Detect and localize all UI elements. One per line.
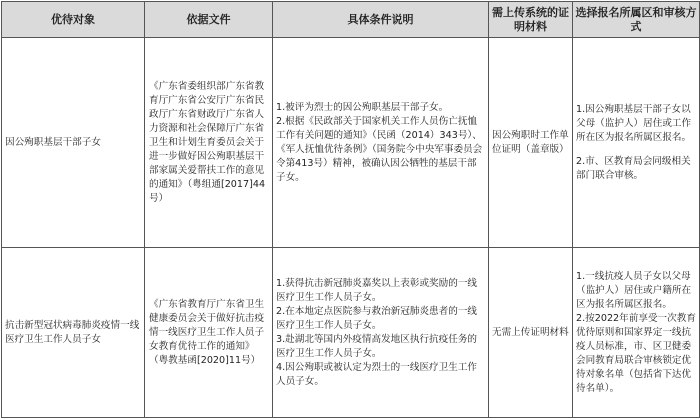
- cell-materials: 因公殉职时工作单位证明（盖章版）: [489, 38, 573, 248]
- cell-conditions: [273, 38, 489, 248]
- cell-basis: 《广东省委组织部广东省教育厅广东省公安厅广东省民政厅广东省财政厅广东省人力资源和社会保障厅广东省卫生和计划生育委员会关于进一步做好因公殉职基层干部家属关爱帮扶工作的意见的通知》（粤组通[2017]44号）: [145, 38, 273, 248]
- cell-target: 抗击新型冠状病毒肺炎疫情一线医疗卫生工作人员子女: [2, 248, 145, 418]
- cell-review: [573, 38, 700, 248]
- condition-item: 4.因公殉职或被认定为烈士的一线医疗卫生工作人员子女。: [276, 361, 478, 387]
- condition-item: 1.获得抗击新冠肺炎嘉奖以上表彰或奖励的一线医疗卫生工作人员子女。: [276, 277, 478, 303]
- header-target: 优待对象: [2, 2, 145, 38]
- review-item: 2.市、区教育局会同级相关部门联合审核。: [576, 155, 691, 181]
- table-row: [2, 248, 700, 418]
- cell-materials: 无需上传证明材料: [489, 248, 573, 418]
- table-header: [2, 2, 700, 38]
- cell-conditions: [273, 248, 489, 418]
- review-item: 1.一线抗疫人员子女以父母（监护人）居住或户籍所在区为报名所属区报名。: [576, 270, 692, 310]
- header-conditions: 具体条件说明: [273, 2, 489, 38]
- cell-target: 因公殉职基层干部子女: [2, 38, 145, 248]
- header-basis: 依据文件: [145, 2, 273, 38]
- condition-item: 3.赴湖北等国内外疫情高发地区执行抗疫任务的医疗卫生工作人员子女。: [276, 333, 478, 359]
- spacer: [576, 145, 696, 155]
- condition-item: 2.根据《民政部关于国家机关工作人员伤亡抚恤工作有关问题的通知》（民函（2014）343号）、《军人抚恤优待条例》（国务院今中央军事委员会令第413号）精神，被确认因公牺牲的基层干部子女。: [276, 115, 483, 183]
- condition-item: 2.在本地定点医院参与救治新冠肺炎患者的一线医疗卫生工作人员子女。: [276, 305, 478, 331]
- table-row: [2, 38, 700, 248]
- cell-basis: 《广东省教育厅广东省卫生健康委员会关于做好抗击疫情一线医疗卫生工作人员子女教育优待工作的通知》（粤教基函[2020]11号）: [145, 248, 273, 418]
- condition-item: 1.被评为烈士的因公殉职基层干部子女。: [276, 101, 449, 113]
- header-materials: 需上传系统的证明材料: [489, 2, 573, 38]
- review-item: 1.因公殉职基层干部子女以父母（监护人）居住或工作所在区为报名所属区报名。: [576, 103, 692, 143]
- header-review: 选择报名所属区和审核方式: [573, 2, 700, 38]
- review-item: 2.按2022年前享受一次教育优待原则和国家界定一线抗疫人员标准，市、区卫健委会同教育局联合审核锁定优待对象名单（包括省下达优待名单）。: [576, 312, 696, 394]
- cell-review: [573, 248, 700, 418]
- policy-table: [1, 1, 700, 418]
